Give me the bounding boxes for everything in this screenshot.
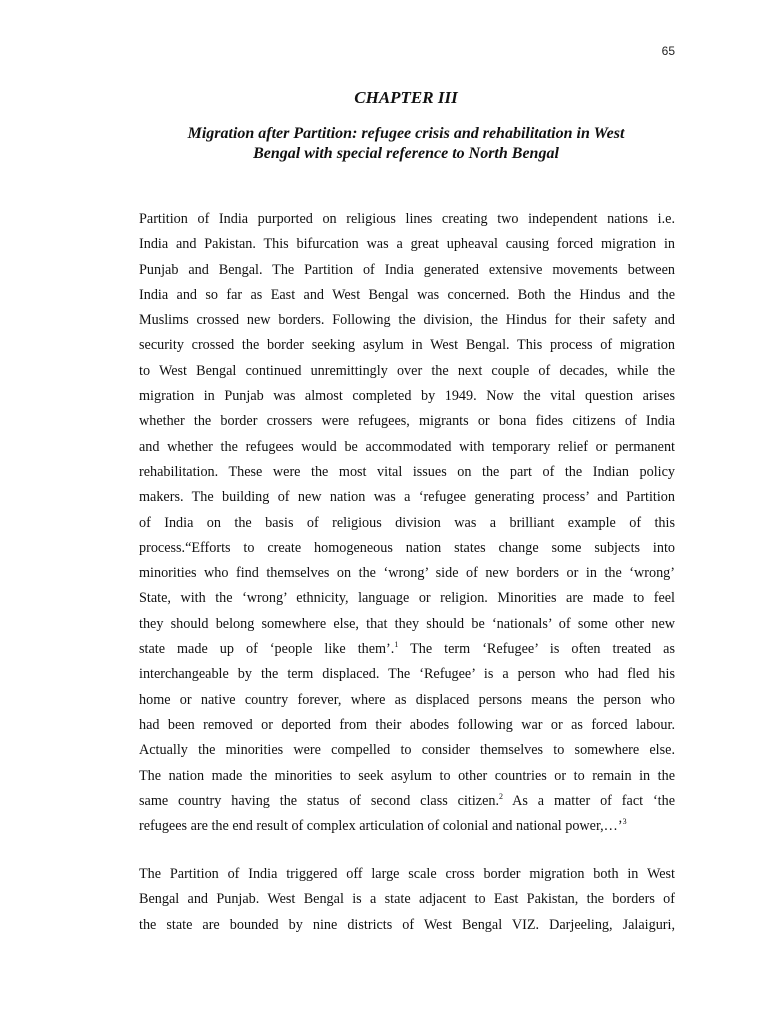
text-line: had been removed or deported from their abodes following war or as forced labour. [139,716,675,733]
text-line: home or native country forever, where as displaced persons means the person who [139,691,675,708]
line-text: The term ‘Refugee’ is often treated as [398,641,675,658]
body-paragraph-1 [139,207,675,839]
text-line: makers. The building of new nation was a ‘refugee generating process’ and Partition [139,489,675,506]
text-line: security crossed the border seeking asylum in West Bengal. This process of migration [139,337,675,354]
text-line: India and so far as East and West Bengal was concerned. Both the Hindus and the [139,286,675,303]
text-line: interchangeable by the term displaced. The ‘Refugee’ is a person who had fled his [139,666,675,683]
text-line: Punjab and Bengal. The Partition of India generated extensive movements between [139,261,675,278]
text-line: the state are bounded by nine districts of West Bengal VIZ. Darjeeling, Jalaiguri, [139,916,675,933]
text-line: rehabilitation. These were the most vital issues on the part of the Indian policy [139,463,675,480]
text-line: State, with the ‘wrong’ ethnicity, language or religion. Minorities are made to feel [139,590,675,607]
line-text: As a matter of fact ‘the [503,792,675,809]
chapter-heading: CHAPTER III [354,88,458,107]
text-line-with-footnote [139,637,675,662]
text-line: whether the border crossers were refugees, migrants or bona fides citizens of India [139,413,675,430]
chapter-subtitle [150,124,662,164]
text-line: Bengal and Punjab. West Bengal is a state adjacent to East Pakistan, the borders of [139,891,675,908]
text-line: Muslims crossed new borders. Following the division, the Hindus for their safety and [139,312,675,329]
text-line: migration in Punjab was almost completed by 1949. Now the vital question arises [139,388,675,405]
text-line: of India on the basis of religious division was a brilliant example of this [139,514,675,531]
chapter-subtitle-line-2: Bengal with special reference to North Bengal [253,145,559,162]
text-line: Actually the minorities were compelled to consider themselves to somewhere else. [139,742,675,759]
text-line: The nation made the minorities to seek asylum to other countries or to remain in the [139,767,675,784]
text-line: to West Bengal continued unremittingly over the next couple of decades, while the [139,362,675,379]
text-line: Partition of India purported on religious lines creating two independent nations i.e. [139,211,675,227]
line-text: state made up of ‘people like them’. [139,641,395,658]
body-paragraph-2 [139,862,675,938]
chapter-subtitle-line-1: Migration after Partition: refugee crisis and rehabilitation in West [187,125,625,142]
text-line-with-footnote [139,814,675,839]
text-line: process.“Efforts to create homogeneous nation states change some subjects into [139,539,675,556]
text-line: they should belong somewhere else, that they should be ‘nationals’ of some other new [139,615,675,632]
text-line: India and Pakistan. This bifurcation was a great upheaval causing forced migration in [139,236,675,253]
line-text: refugees are the end result of complex articulation of colonial and national power,…’ [139,818,623,835]
text-line: minorities who find themselves on the ‘wrong’ side of new borders or in the ‘wrong’ [139,565,675,582]
footnote-marker-3[interactable]: 3 [622,817,627,827]
line-text: same country having the status of second class citizen. [139,792,500,809]
text-line: The Partition of India triggered off large scale cross border migration both in West [139,866,675,882]
page-number: 65 [661,44,675,58]
text-line-with-footnote [139,789,675,814]
footnote-marker-2[interactable]: 2 [499,791,504,801]
footnote-marker-1[interactable]: 1 [394,640,399,650]
text-line: and whether the refugees would be accommodated with temporary relief or permanent [139,438,675,455]
